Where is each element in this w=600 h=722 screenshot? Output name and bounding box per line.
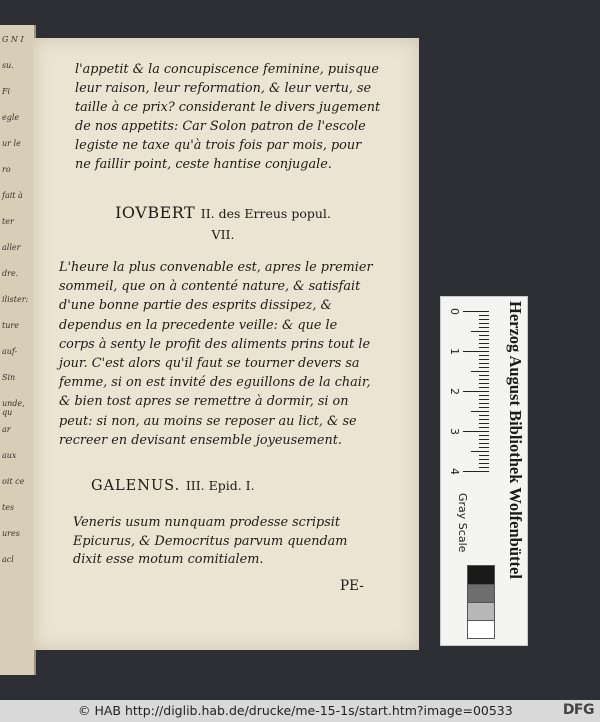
library-brand [491,301,525,639]
ruler-tick [479,423,489,424]
gray-swatch [467,565,495,585]
book-page [33,38,419,650]
ruler-tick [479,459,489,460]
left-page-fragment: Fi [2,87,11,96]
ruler-tick [479,355,489,356]
ruler-number: 4 [448,468,461,475]
ruler-tick [479,455,489,456]
ruler-tick [479,407,489,408]
ruler-tick [479,379,489,380]
ruler-tick [479,383,489,384]
ruler-tick [471,411,489,412]
ruler-tick [479,363,489,364]
ruler-tick [479,359,489,360]
ruler-tick [479,367,489,368]
left-page-fragment: egle [2,113,20,122]
ruler-number: 3 [448,428,461,435]
left-page-fragment: fait à [2,191,23,200]
ruler-tick [479,403,489,404]
ruler-tick [479,447,489,448]
ruler-tick [479,343,489,344]
ruler-tick [471,371,489,372]
gray-scale [445,493,489,639]
ruler-tick [471,331,489,332]
paragraph-1: l'appetit & la concupiscence feminine, puisque leur raison, leur reformation, & leur vertu, se taille à ce prix? considerant le divers jugement de nos appetits: Car Solon patron de l'escole legiste ne taxe qu'à trois fois par mois, pour ne faillir point, ceste hantise conjugale. [75,62,381,172]
left-page-fragment: aller [2,243,21,252]
heading-joubert [103,203,343,245]
left-page-fragment: ilister: [2,295,29,304]
dfg-logo: DFG [562,702,594,718]
paragraph-2: L'heure la plus convenable est, apres le premier sommeil, que on à contenté nature, & satisfait d'une bonne partie des esprits dissipez, & dependus en la precedente veille: & que le corps à senty le profit des aliments prins tout le jour. C'est alors qu'il faut se tourner devers sa femme, si on est invité des eguillons de la chair, & bien tost apres se remettre à dormir, si on peut: si non, au moins se reposer au lict, & se recreer en devisant ensemble joyeusement. [59,260,373,448]
gray-scale-label: Gray Scale [456,493,469,553]
heading-joubert-ref: II. des Erreus popul. VII. [200,206,331,242]
ruler-tick [463,351,489,352]
ruler-tick [479,315,489,316]
left-page-fragment: Sin [2,373,16,382]
ruler-tick [479,387,489,388]
ruler-tick [479,375,489,376]
left-page-fragment: unde, qu [2,399,25,417]
left-page-fragment: su. [2,61,14,70]
left-page-fragment: ture [2,321,19,330]
ruler-tick [463,311,489,312]
catchword: PE- [340,578,364,594]
heading-joubert-name: IOVBERT [115,203,196,222]
ruler-tick [463,471,489,472]
ruler-tick [479,319,489,320]
source-link[interactable]: © HAB http://diglib.hab.de/drucke/me-15-1s/start.htm?image=00533 [78,703,513,718]
left-page-fragment: tes [2,503,15,512]
gray-swatch [467,601,495,621]
ruler-tick [479,435,489,436]
ruler-tick [479,439,489,440]
heading-galenus-name: GALENUS. [91,478,181,494]
ruler-tick [479,395,489,396]
ruler-number: 1 [448,348,461,355]
ruler-tick [479,399,489,400]
ruler-number: 0 [448,308,461,315]
ruler-tick [479,323,489,324]
color-reference-card [440,296,528,646]
ruler-tick [471,451,489,452]
ruler-tick [479,335,489,336]
ruler-tick [479,415,489,416]
left-page-fragment: ures [2,529,20,538]
ruler-tick [479,347,489,348]
left-page-fragment: G N I [2,35,24,44]
ruler-tick [479,463,489,464]
paragraph-3: Veneris usum nunquam prodesse scripsit Epicurus, & Democritus parvum quendam dixit esse motum comitialem. [73,515,348,567]
left-page-fragment: aux [2,451,17,460]
ruler-tick [479,427,489,428]
ruler-tick [479,327,489,328]
ruler [445,303,489,503]
gray-swatch [467,619,495,639]
ruler-tick [479,443,489,444]
left-page-fragment: auf- [2,347,18,356]
ruler-number: 2 [448,388,461,395]
left-page-fragment: acl [2,555,14,564]
ruler-tick [479,339,489,340]
viewer-footer [0,700,600,722]
heading-galenus-ref: III. Epid. I. [185,478,255,493]
left-page-edge [0,25,36,675]
ruler-tick [479,467,489,468]
left-page-fragment: ter [2,217,14,226]
library-name: Herzog August Bibliothek Wolfenbüttel [506,301,525,579]
left-page-fragment: dre. [2,269,19,278]
ruler-tick [463,431,489,432]
left-page-fragment: ro [2,165,11,174]
heading-galenus [91,478,351,494]
left-page-fragment: ar [2,425,11,434]
ruler-tick [479,419,489,420]
ruler-tick [463,391,489,392]
gray-swatch [467,583,495,603]
left-page-fragment: oit ce [2,477,25,486]
left-page-fragment: ur le [2,139,21,148]
